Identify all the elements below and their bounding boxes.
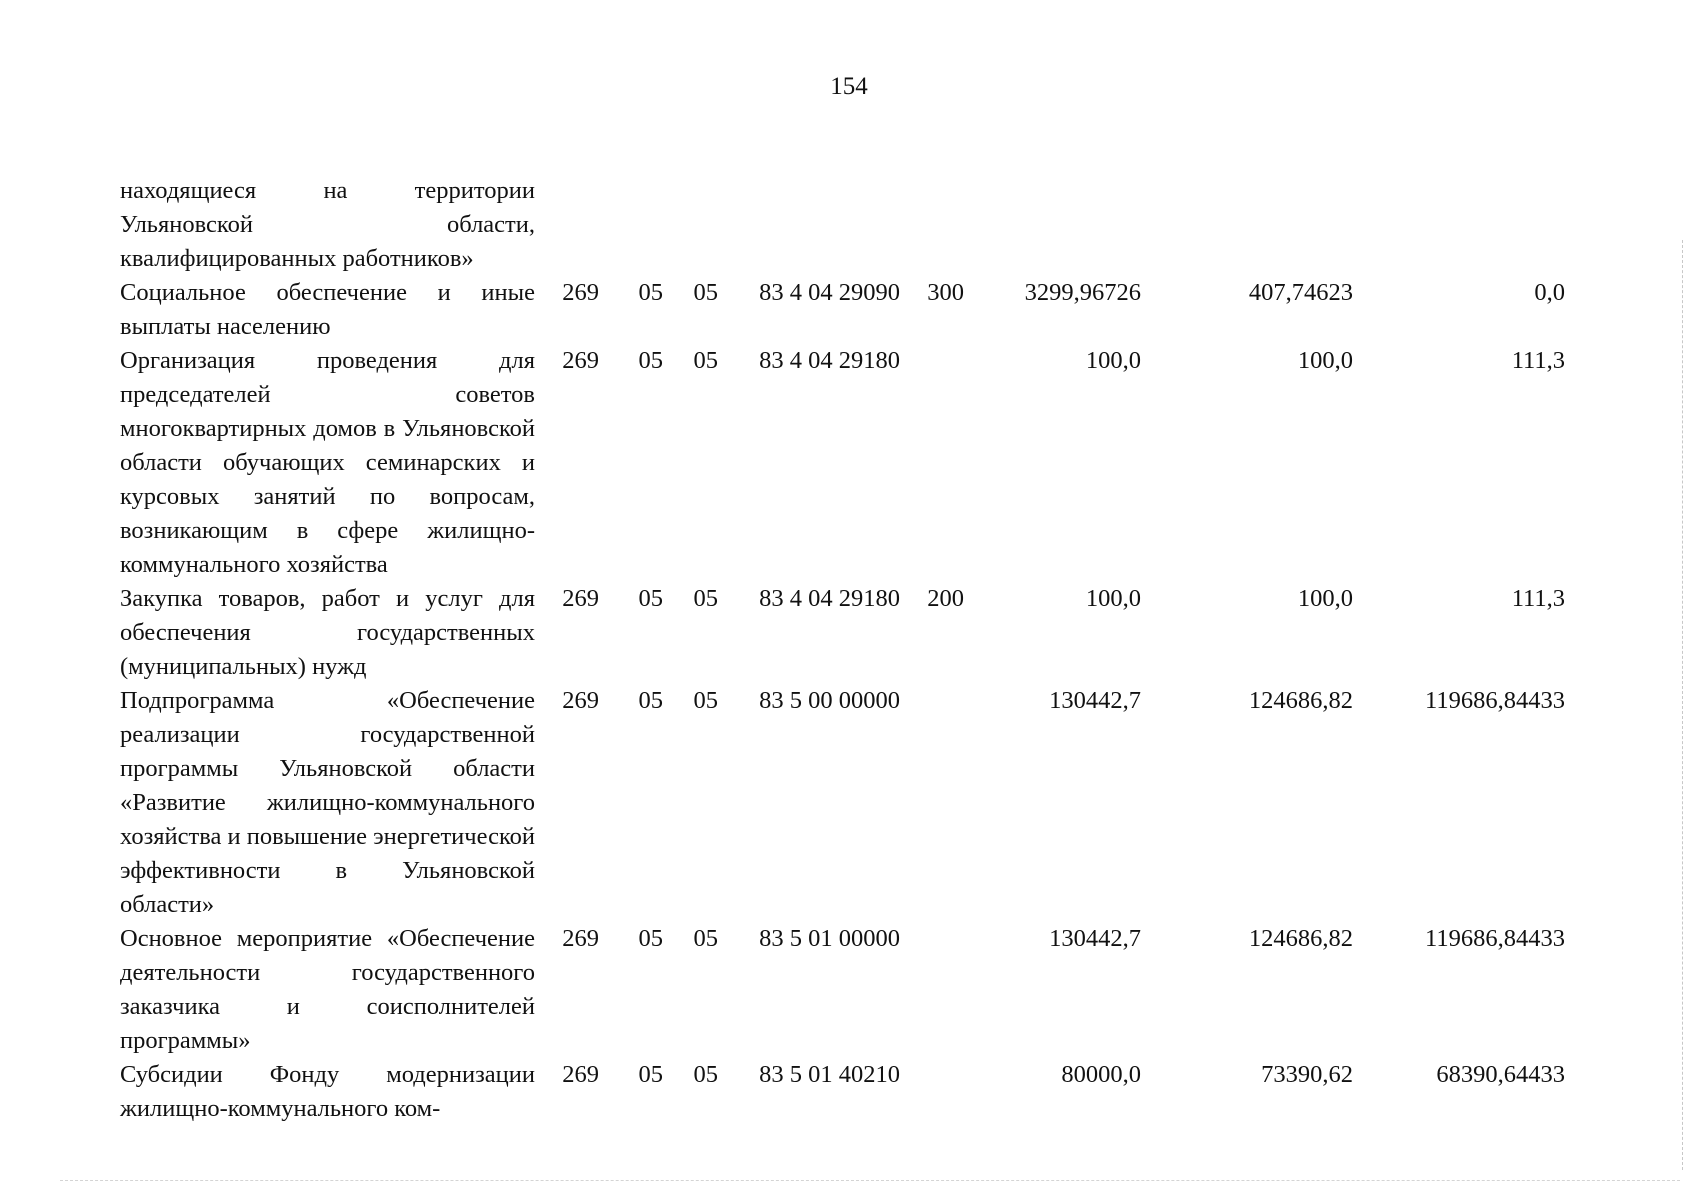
row-name: Подпрограмма «Обеспечение реализации государственной программы Ульяновской области «Развитие жилищно-коммунального хозяйства и повышение энергетической эффективности в Ульяновской области» bbox=[120, 687, 535, 918]
subsection-code: 05 bbox=[693, 1061, 718, 1088]
amount-year-1: 3299,96726 bbox=[1024, 279, 1141, 306]
amount-year-2: 73390,62 bbox=[1261, 1061, 1353, 1088]
target-article-code: 83 5 00 00000 bbox=[759, 687, 900, 714]
ministry-code: 269 bbox=[562, 925, 599, 952]
scan-edge-line bbox=[60, 1180, 1680, 1182]
subsection-code: 05 bbox=[693, 687, 718, 714]
budget-table bbox=[120, 174, 1580, 1126]
amount-year-1: 130442,7 bbox=[1049, 687, 1141, 714]
subsection-code: 05 bbox=[693, 347, 718, 374]
ministry-code: 269 bbox=[562, 279, 599, 306]
target-article-code: 83 4 04 29180 bbox=[759, 347, 900, 374]
amount-year-1: 130442,7 bbox=[1049, 925, 1141, 952]
subsection-code: 05 bbox=[693, 585, 718, 612]
target-article-code: 83 5 01 00000 bbox=[759, 925, 900, 952]
section-code: 05 bbox=[638, 1061, 663, 1088]
section-code: 05 bbox=[638, 279, 663, 306]
table-row bbox=[120, 922, 1580, 1058]
target-article-code: 83 4 04 29090 bbox=[759, 279, 900, 306]
section-code: 05 bbox=[638, 925, 663, 952]
table-row bbox=[120, 684, 1580, 922]
amount-year-3: 119686,84433 bbox=[1425, 687, 1565, 714]
amount-year-3: 68390,64433 bbox=[1436, 1061, 1565, 1088]
amount-year-1: 80000,0 bbox=[1061, 1061, 1141, 1088]
section-code: 05 bbox=[638, 347, 663, 374]
ministry-code: 269 bbox=[562, 347, 599, 374]
amount-year-2: 407,74623 bbox=[1248, 279, 1353, 306]
target-article-code: 83 5 01 40210 bbox=[759, 1061, 900, 1088]
subsection-code: 05 bbox=[693, 279, 718, 306]
row-name: Социальное обеспечение и иные выплаты населению bbox=[120, 279, 535, 340]
amount-year-2: 100,0 bbox=[1297, 585, 1353, 612]
expense-type-code: 300 bbox=[927, 279, 964, 306]
scan-edge-line bbox=[1682, 240, 1684, 1170]
amount-year-3: 111,3 bbox=[1511, 585, 1565, 612]
amount-year-2: 124686,82 bbox=[1248, 687, 1353, 714]
row-name: Организация проведения для председателей советов многоквартирных домов в Ульяновской области обучающих семинарских и курсовых занятий по вопросам, возникающим в сфере жилищно-коммунального хозяйства bbox=[120, 347, 535, 578]
amount-year-1: 100,0 bbox=[1085, 347, 1141, 374]
amount-year-3: 0,0 bbox=[1534, 279, 1565, 306]
table-row bbox=[120, 1058, 1580, 1126]
row-name: Закупка товаров, работ и услуг для обеспечения государственных (муниципальных) нужд bbox=[120, 585, 535, 680]
expense-type-code: 200 bbox=[927, 585, 964, 612]
row-name: Основное мероприятие «Обеспечение деятельности государственного заказчика и соисполнителей программы» bbox=[120, 925, 535, 1054]
section-code: 05 bbox=[638, 585, 663, 612]
ministry-code: 269 bbox=[562, 687, 599, 714]
table-row bbox=[120, 276, 1580, 344]
table-row bbox=[120, 344, 1580, 582]
row-name: находящиеся на территории Ульяновской области, квалифицированных работников» bbox=[120, 177, 535, 272]
amount-year-3: 111,3 bbox=[1511, 347, 1565, 374]
section-code: 05 bbox=[638, 687, 663, 714]
row-name: Субсидии Фонду модернизации жилищно-коммунального ком- bbox=[120, 1061, 535, 1122]
amount-year-2: 100,0 bbox=[1297, 347, 1353, 374]
target-article-code: 83 4 04 29180 bbox=[759, 585, 900, 612]
amount-year-1: 100,0 bbox=[1085, 585, 1141, 612]
page-number: 154 bbox=[830, 73, 868, 100]
ministry-code: 269 bbox=[562, 585, 599, 612]
amount-year-2: 124686,82 bbox=[1248, 925, 1353, 952]
amount-year-3: 119686,84433 bbox=[1425, 925, 1565, 952]
table-row bbox=[120, 582, 1580, 684]
ministry-code: 269 bbox=[562, 1061, 599, 1088]
table-row bbox=[120, 174, 1580, 276]
subsection-code: 05 bbox=[693, 925, 718, 952]
